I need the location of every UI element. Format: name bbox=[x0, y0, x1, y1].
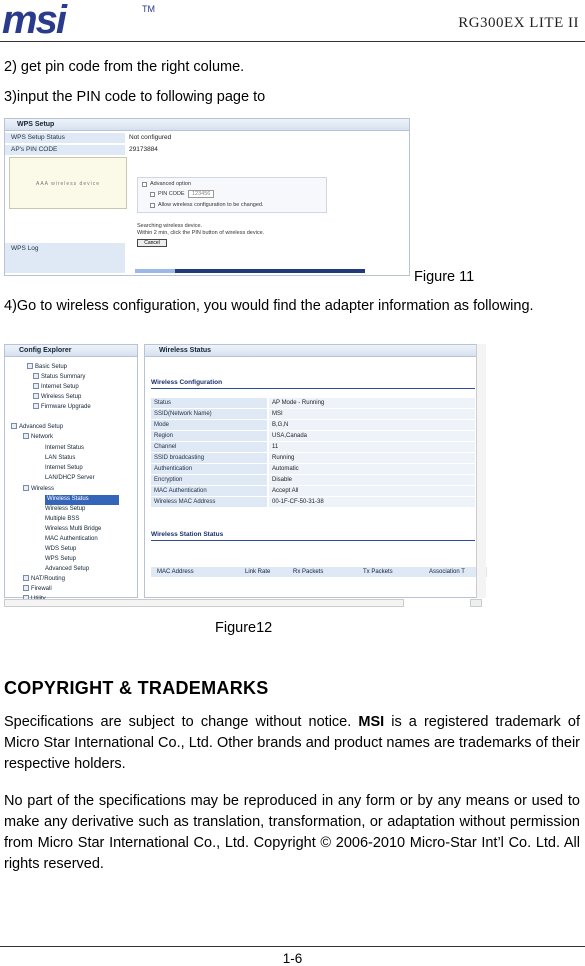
page-icon bbox=[33, 373, 39, 379]
folder-icon bbox=[27, 363, 33, 369]
ws-row: MAC Authentication Accept All bbox=[151, 486, 475, 496]
tree-item[interactable]: Internet Status bbox=[45, 445, 85, 451]
step-2-text: 2) get pin code from the right colume. bbox=[4, 59, 245, 75]
ws-row: Mode B,G,N bbox=[151, 420, 475, 430]
station-table-header: MAC Address Link Rate Rx Packets Tx Packets Association T bbox=[151, 567, 487, 577]
tree-item[interactable]: Firewall bbox=[23, 585, 52, 595]
cancel-button[interactable]: Cancel bbox=[137, 239, 167, 247]
wireless-status-title: Wireless Status bbox=[145, 345, 485, 357]
tree-item[interactable]: Wireless Setup bbox=[33, 393, 81, 403]
tree-item[interactable]: Advanced Setup bbox=[11, 423, 63, 433]
wireless-station-heading: Wireless Station Status bbox=[151, 531, 224, 538]
tree-item[interactable]: Wireless bbox=[23, 485, 54, 495]
vertical-scrollbar[interactable] bbox=[476, 344, 486, 598]
config-explorer-panel bbox=[4, 344, 138, 598]
tree-item[interactable]: Internet Setup bbox=[45, 465, 83, 471]
tree-item[interactable]: Wireless Setup bbox=[45, 506, 86, 512]
folder-icon bbox=[23, 585, 29, 591]
brand-name: MSI bbox=[358, 714, 385, 730]
folder-icon bbox=[23, 485, 29, 491]
tree-item[interactable]: LAN Status bbox=[45, 455, 76, 461]
page-header bbox=[0, 0, 585, 42]
wps-title: WPS Setup bbox=[5, 119, 409, 131]
scroll-corner bbox=[470, 599, 482, 607]
msi-logo: msi TM bbox=[2, 0, 155, 42]
wps-status-row: WPS Setup Status Not configured bbox=[5, 133, 409, 143]
figure-12-caption: Figure12 bbox=[215, 620, 273, 636]
wireless-status-panel bbox=[144, 344, 486, 598]
tree-item[interactable]: Multiple BSS bbox=[45, 516, 80, 522]
tree-item[interactable]: Network bbox=[23, 433, 53, 443]
progress-fill bbox=[135, 269, 175, 273]
tree-item[interactable]: WPS Setup bbox=[45, 556, 77, 562]
pin-code-input[interactable]: 123456 bbox=[188, 190, 214, 198]
advanced-option-checkbox[interactable] bbox=[142, 182, 147, 187]
tree-item[interactable]: Firmware Upgrade bbox=[33, 403, 91, 413]
tree-item-selected[interactable]: Wireless Status bbox=[45, 495, 119, 505]
page-number: 1-6 bbox=[282, 951, 303, 966]
wps-setup-screenshot bbox=[4, 118, 410, 276]
tree-item[interactable]: Basic Setup bbox=[27, 363, 67, 373]
allow-config-checkbox[interactable] bbox=[150, 203, 155, 208]
wps-pin-row: AP's PIN CODE 29173884 bbox=[5, 145, 409, 155]
tree-item[interactable]: LAN/DHCP Server bbox=[45, 475, 95, 481]
ws-row: Status AP Mode - Running bbox=[151, 398, 475, 408]
tree-item[interactable]: MAC Authentication bbox=[45, 536, 98, 542]
tree-item[interactable]: Internet Setup bbox=[33, 383, 79, 393]
pin-code-checkbox[interactable] bbox=[150, 192, 155, 197]
tree-item[interactable]: Status Summary bbox=[33, 373, 85, 383]
folder-icon bbox=[23, 433, 29, 439]
figure-11-caption: Figure 11 bbox=[414, 269, 475, 285]
ws-row: SSID(Network Name) MSI bbox=[151, 409, 475, 419]
wps-advanced-options: Advanced option PIN CODE 123456 Allow wireless configuration to be changed. bbox=[137, 177, 327, 213]
step-4-text: 4)Go to wireless configuration, you would find the adapter information as following. bbox=[4, 298, 534, 314]
tree-item[interactable]: NAT/Routing bbox=[23, 575, 65, 585]
ws-row: Channel 11 bbox=[151, 442, 475, 452]
folder-icon bbox=[23, 575, 29, 581]
wps-log-label: WPS Log bbox=[5, 243, 125, 273]
ws-row: SSID broadcasting Running bbox=[151, 453, 475, 463]
ws-row: Authentication Automatic bbox=[151, 464, 475, 474]
page-icon bbox=[33, 393, 39, 399]
ws-row: Region USA,Canada bbox=[151, 431, 475, 441]
config-explorer-title: Config Explorer bbox=[5, 345, 137, 357]
tree-item[interactable]: Advanced Setup bbox=[45, 566, 90, 572]
model-name: RG300EX LITE II bbox=[458, 15, 579, 31]
tree-item[interactable]: WDS Setup bbox=[45, 546, 77, 552]
page-icon bbox=[33, 383, 39, 389]
ws-row: Encryption Disable bbox=[151, 475, 475, 485]
folder-icon bbox=[11, 423, 17, 429]
device-image: AAA wireless device bbox=[9, 157, 127, 209]
copyright-heading: COPYRIGHT & TRADEMARKS bbox=[4, 678, 269, 698]
copyright-paragraph-2: No part of the specifications may be reproduced in any form or by any means or used to make any derivative such as translation, transformation, or adaptation without permission from Micro Star International Co., Ltd. Copyright © 2006-2010 Micro-Star Int’l Co. Ltd. All rights reserved. bbox=[4, 793, 580, 872]
tree-item[interactable]: Wireless Multi Bridge bbox=[45, 526, 102, 532]
within-text: Within 2 min, click the PIN button of wireless device. bbox=[137, 230, 265, 236]
searching-text: Searching wireless device. bbox=[137, 223, 203, 229]
copyright-paragraph-1: Specifications are subject to change without notice. MSI is a registered trademark of Micro Star International Co., Ltd. Other brands and product names are trademarks of their respective holders. bbox=[4, 714, 580, 772]
horizontal-scrollbar[interactable] bbox=[4, 599, 404, 607]
footer-line bbox=[0, 946, 585, 947]
step-3-text: 3)input the PIN code to following page to bbox=[4, 89, 266, 105]
ws-row: Wireless MAC Address 00-1F-CF-50-31-38 bbox=[151, 497, 475, 507]
page-icon bbox=[33, 403, 39, 409]
wireless-config-heading: Wireless Configuration bbox=[151, 379, 223, 386]
